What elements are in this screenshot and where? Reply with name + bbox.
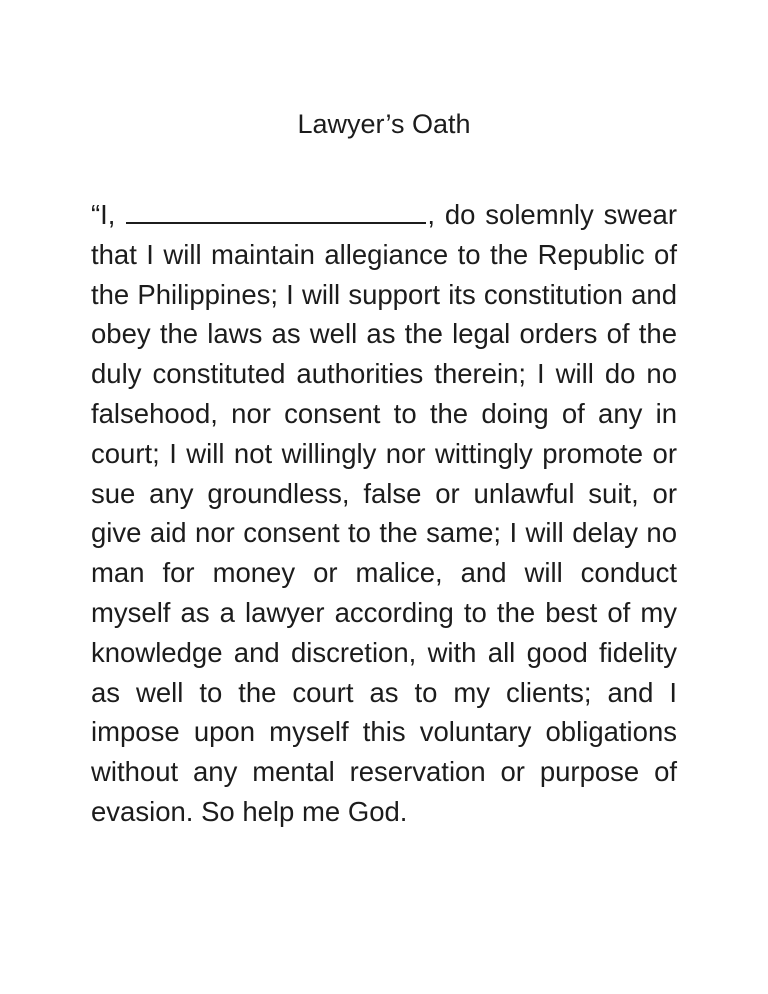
oath-text [91, 194, 677, 832]
document-title: Lawyer’s Oath [297, 109, 471, 140]
name-blank-line [126, 194, 426, 224]
oath-opening: “I, [91, 199, 116, 230]
oath-body: , do solemnly swear that I will maintain allegiance to the Republic of the Philippines; I will support its constitution and obey the laws as well as the legal orders of the duly constituted authorities therein; I will do no falsehood, nor consent to the doing of any in court; I will not willingly nor wittingly promote or sue any groundless, false or unlawful suit, or give aid nor consent to the same; I will delay no man for money or malice, and will conduct myself as a lawyer according to the best of my knowledge and discretion, with all good fidelity as well to the court as to my clients; and I impose upon myself this voluntary obligations without any mental reservation or purpose of evasion. So help me God. [91, 199, 678, 827]
